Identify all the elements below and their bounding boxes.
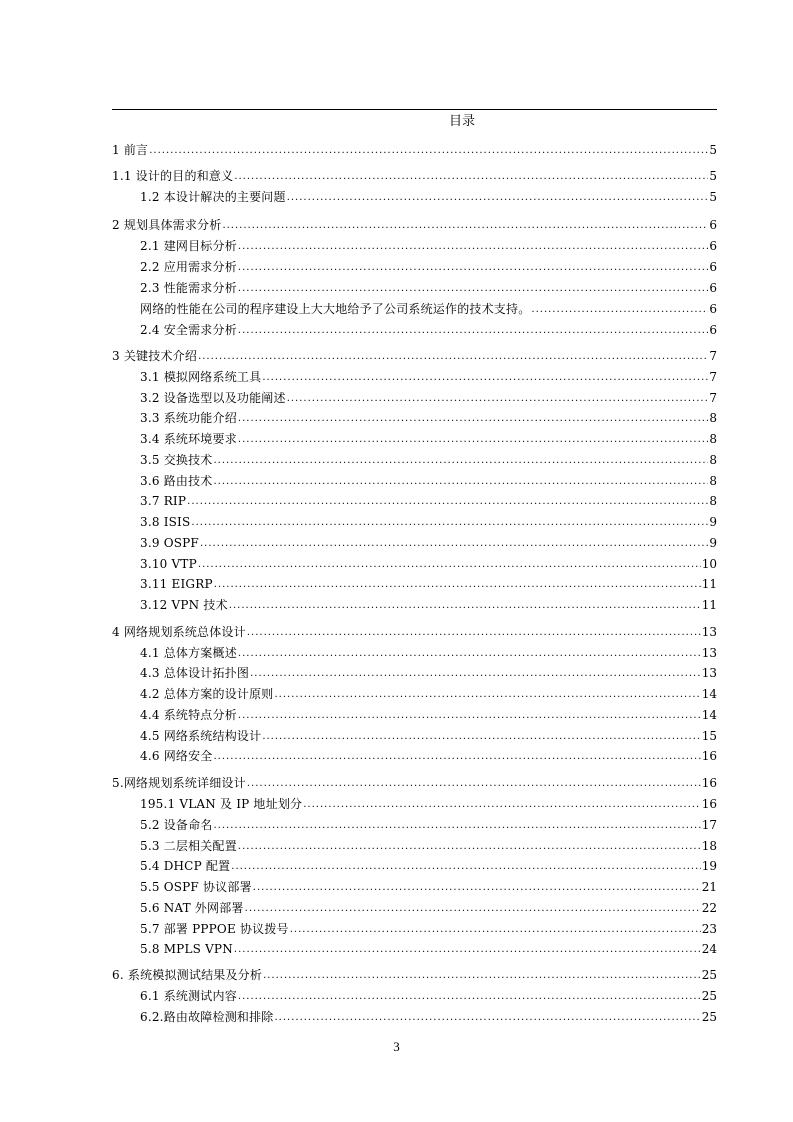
toc-entry-3-1[interactable]: 3.1 模拟网络系统工具 ..... 7 <box>140 365 717 385</box>
toc-entry-2-2[interactable]: 2.2 应用需求分析 ..... 6 <box>140 255 717 275</box>
toc-entry-3-12[interactable]: 3.12 VPN 技术 ..... 11 <box>140 593 717 613</box>
toc-entry-3-6[interactable]: 3.6 路由技术 ..... 8 <box>140 469 717 489</box>
toc-entry-5-2[interactable]: 5.2 设备命名 ..... 17 <box>140 813 717 833</box>
toc-entry-4-3[interactable]: 4.3 总体设计拓扑图 ..... 13 <box>140 661 717 681</box>
toc-entry-3-11[interactable]: 3.11 EIGRP ..... 11 <box>140 572 717 592</box>
toc-entry-3-4[interactable]: 3.4 系统环境要求 ..... 8 <box>140 427 717 447</box>
toc-entry-chapter-5[interactable]: 5.网络规划系统详细设计 ..... 16 <box>112 771 717 791</box>
toc-entry-1-2[interactable]: 1.2 本设计解决的主要问题 ..... 5 <box>140 185 717 205</box>
header-rule <box>112 109 717 110</box>
toc-entry-5-8[interactable]: 5.8 MPLS VPN ..... 24 <box>140 937 717 957</box>
toc-entry-5-3[interactable]: 5.3 二层相关配置 ..... 18 <box>140 834 717 854</box>
toc-entry-4-5[interactable]: 4.5 网络系统结构设计 ..... 15 <box>140 724 717 744</box>
toc-entry-4-6[interactable]: 4.6 网络安全 ..... 16 <box>140 744 717 764</box>
toc-entry-chapter-4[interactable]: 4 网络规划系统总体设计 ..... 13 <box>112 620 717 640</box>
toc-entry-1-1[interactable]: 1.1 设计的目的和意义 ..... 5 <box>112 164 717 184</box>
toc-entry-chapter-2[interactable]: 2 规划具体需求分析 ..... 6 <box>112 213 717 233</box>
toc-entry-5-5[interactable]: 5.5 OSPF 协议部署 ..... 21 <box>140 875 717 895</box>
toc-entry-3-9[interactable]: 3.9 OSPF ..... 9 <box>140 531 717 551</box>
toc-entry-chapter-1[interactable]: 1 前言 ..... 5 <box>112 138 717 158</box>
toc-entry-3-8[interactable]: 3.8 ISIS ..... 9 <box>140 510 717 530</box>
toc-entry-2-3[interactable]: 2.3 性能需求分析 ..... 6 <box>140 276 717 296</box>
toc-entry-3-5[interactable]: 3.5 交换技术 ..... 8 <box>140 448 717 468</box>
toc-title: 目录 <box>448 114 475 129</box>
page-number: 3 <box>393 1039 400 1054</box>
toc-entry-3-10[interactable]: 3.10 VTP ..... 10 <box>140 552 717 572</box>
toc-entry-3-2[interactable]: 3.2 设备选型以及功能阐述 ..... 7 <box>140 386 717 406</box>
toc-entry-5-7[interactable]: 5.7 部署 PPPOE 协议拨号 ..... 23 <box>140 917 717 937</box>
toc-entry-5-6[interactable]: 5.6 NAT 外网部署 ..... 22 <box>140 896 717 916</box>
toc-entry-2-4[interactable]: 2.4 安全需求分析 ..... 6 <box>140 318 717 338</box>
toc-entry-3-3[interactable]: 3.3 系统功能介绍 ..... 8 <box>140 406 717 426</box>
toc-entry-2-1[interactable]: 2.1 建网目标分析 ..... 6 <box>140 234 717 254</box>
toc-entry-chapter-3[interactable]: 3 关键技术介绍 ..... 7 <box>112 344 717 364</box>
toc-entry-6-2[interactable]: 6.2.路由故障检测和排除 ..... 25 <box>140 1005 717 1025</box>
toc-entry-6-1[interactable]: 6.1 系统测试内容 ..... 25 <box>140 984 717 1004</box>
toc-entry-performance-note[interactable]: 网络的性能在公司的程序建设上大大地给予了公司系统运作的技术支持。 ..... 6 <box>140 297 717 317</box>
toc-entry-4-4[interactable]: 4.4 系统特点分析 ..... 14 <box>140 703 717 723</box>
toc-entry-4-1[interactable]: 4.1 总体方案概述 ..... 13 <box>140 641 717 661</box>
toc-entry-5-1[interactable]: 195.1 VLAN 及 IP 地址划分 ..... 16 <box>140 792 717 812</box>
toc-entry-5-4[interactable]: 5.4 DHCP 配置 ..... 19 <box>140 854 717 874</box>
toc-entry-chapter-6[interactable]: 6. 系统模拟测试结果及分析 ..... 25 <box>112 963 717 983</box>
toc-entry-3-7[interactable]: 3.7 RIP ..... 8 <box>140 489 717 509</box>
toc-entry-4-2[interactable]: 4.2 总体方案的设计原则 ..... 14 <box>140 682 717 702</box>
